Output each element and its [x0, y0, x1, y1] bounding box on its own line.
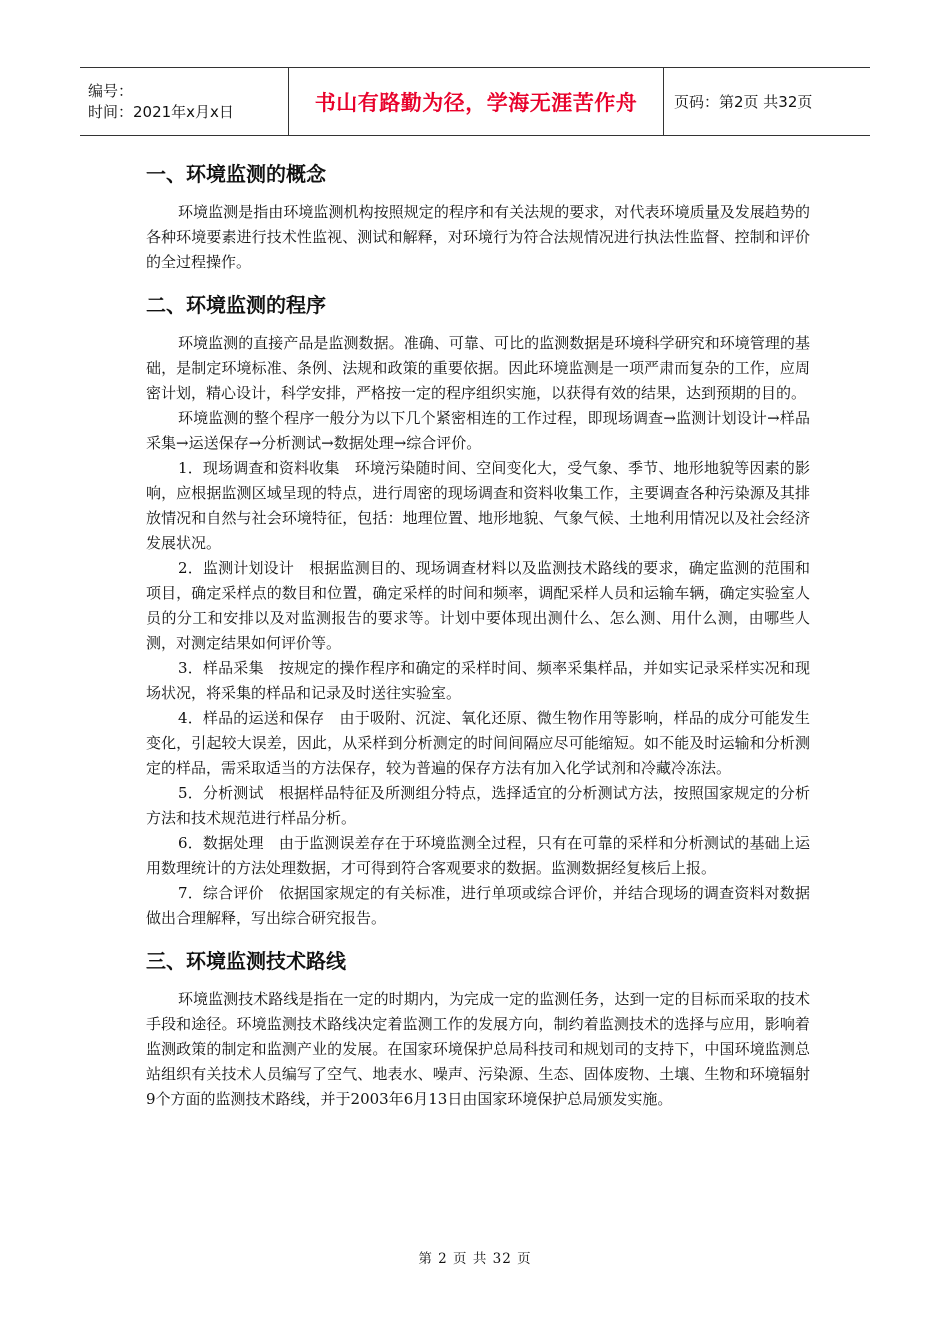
paragraph: 环境监测技术路线是指在一定的时期内，为完成一定的监测任务，达到一定的目标而采取的技术手段和途径。环境监测技术路线决定着监测工作的发展方向，制约着监测技术的选择与应用，影响着监测政策的制定和监测产业的发展。在国家环境保护总局科技司和规划司的支持下，中国环境监测总站组织有关技术人员编写了空气、地表水、噪声、污染源、生态、固体废物、土壤、生物和环境辐射9个方面的监测技术路线，并于2003年6月13日由国家环境保护总局颁发实施。: [146, 990, 810, 1108]
page-footer: 第 2 页 共 32 页: [418, 1251, 532, 1267]
list-item: 1．现场调查和资料收集 环境污染随时间、空间变化大，受气象、季节、地形地貌等因素的影响，应根据监测区域呈现的特点，进行周密的现场调查和资料收集工作，主要调查各种污染源及其排放情况和自然与社会环境特征，包括：地理位置、地形地貌、气象气候、土地利用情况以及社会经济发展状况。: [146, 459, 810, 552]
document-header: [80, 67, 870, 136]
header-page-label: 页码：第2页 共32页: [674, 93, 813, 111]
document-time-label: 时间：2021年x月x日: [88, 102, 234, 121]
header-page-cell: [664, 68, 871, 136]
document-number-label: 编号：: [88, 81, 134, 100]
header-motto: 书山有路勤为径，学海无涯苦作舟: [314, 90, 638, 115]
section-title-technical-route: 三、环境监测技术路线: [146, 949, 346, 973]
section-title-concept: 一、环境监测的概念: [146, 162, 326, 186]
document-body: [146, 150, 810, 1112]
header-motto-cell: [289, 68, 664, 136]
list-item: 7．综合评价 依据国家规定的有关标准，进行单项或综合评价，并结合现场的调查资料对数据做出合理解释，写出综合研究报告。: [146, 884, 810, 927]
list-item: 5．分析测试 根据样品特征及所测组分特点，选择适宜的分析测试方法，按照国家规定的分析方法和技术规范进行样品分析。: [146, 784, 810, 827]
list-item: 6．数据处理 由于监测误差存在于环境监测全过程，只有在可靠的采样和分析测试的基础上运用数理统计的方法处理数据，才可得到符合客观要求的数据。监测数据经复核后上报。: [146, 834, 810, 877]
header-meta-cell: [80, 68, 289, 136]
list-item: 3．样品采集 按规定的操作程序和确定的采样时间、频率采集样品，并如实记录采样实况和现场状况，将采集的样品和记录及时送往实验室。: [146, 659, 810, 702]
list-item: 4．样品的运送和保存 由于吸附、沉淀、氧化还原、微生物作用等影响，样品的成分可能发生变化，引起较大误差，因此，从采样到分析测定的时间间隔应尽可能缩短。如不能及时运输和分析测定的样品，需采取适当的方法保存，较为普遍的保存方法有加入化学试剂和冷藏冷冻法。: [146, 709, 810, 777]
list-item: 2．监测计划设计 根据监测目的、现场调查材料以及监测技术路线的要求，确定监测的范围和项目，确定采样点的数目和位置，确定采样的时间和频率，调配采样人员和运输车辆，确定实验室人员的分工和安排以及对监测报告的要求等。计划中要体现出测什么、怎么测、用什么测，由哪些人测，对测定结果如何评价等。: [146, 559, 810, 652]
paragraph: 环境监测的直接产品是监测数据。准确、可靠、可比的监测数据是环境科学研究和环境管理的基础，是制定环境标准、条例、法规和政策的重要依据。因此环境监测是一项严肃而复杂的工作，应周密计划，精心设计，科学安排，严格按一定的程序组织实施，以获得有效的结果，达到预期的目的。: [146, 334, 810, 402]
paragraph: 环境监测的整个程序一般分为以下几个紧密相连的工作过程，即现场调查→监测计划设计→样品采集→运送保存→分析测试→数据处理→综合评价。: [146, 409, 810, 452]
section-title-procedure: 二、环境监测的程序: [146, 293, 326, 317]
paragraph: 环境监测是指由环境监测机构按照规定的程序和有关法规的要求，对代表环境质量及发展趋势的各种环境要素进行技术性监视、测试和解释，对环境行为符合法规情况进行执法性监督、控制和评价的全过程操作。: [146, 203, 810, 271]
